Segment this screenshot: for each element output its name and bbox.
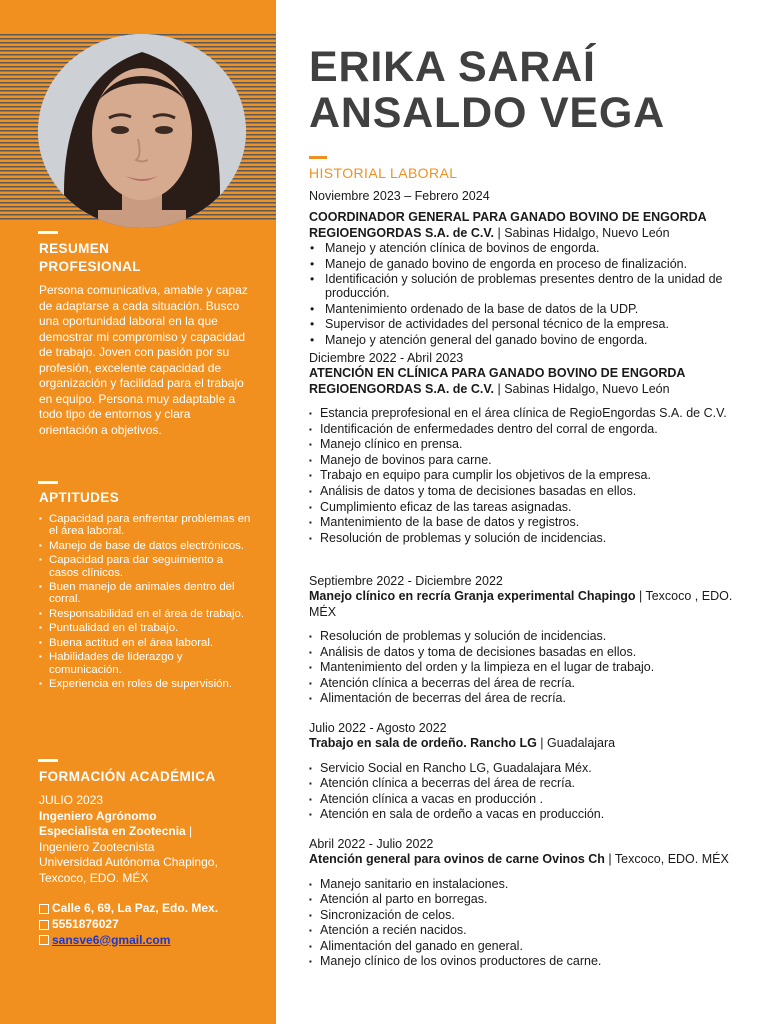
job-entry: [309, 188, 739, 349]
education-date: JULIO 2023: [39, 793, 104, 807]
job-title: COORDINADOR GENERAL PARA GANADO BOVINO DE ENGORDA: [309, 210, 707, 224]
duty-item: • Manejo de ganado bovino de engorda en proceso de finalización.: [309, 257, 739, 271]
education-degree-line2: Especialista en Zootecnia: [39, 824, 186, 839]
skill-item: ▪ Capacidad para dar seguimiento a casos clínicos.: [39, 554, 254, 579]
education-school: Universidad Autónoma Chapingo,: [39, 855, 218, 870]
job-date: Noviembre 2023 – Febrero 2024: [309, 189, 490, 203]
job-date: Diciembre 2022 - Abril 2023: [309, 351, 464, 365]
summary-dash: [38, 231, 58, 234]
job-entry: [309, 350, 739, 546]
job-company-line: [309, 382, 739, 398]
duty-item: ▪ Manejo de bovinos para carne.: [309, 453, 739, 467]
duty-item: ▪ Cumplimiento eficaz de las tareas asignadas.: [309, 500, 739, 514]
duty-item: ▪ Atención en sala de ordeño a vacas en producción.: [309, 807, 739, 821]
contact-email-link[interactable]: sansve6@gmail.com: [52, 932, 171, 947]
job-location: | Texcoco, EDO. MÉX: [604, 852, 729, 866]
job-title: Atención general para ovinos de carne Ovinos Ch: [309, 852, 605, 866]
duty-item: • Mantenimiento ordenado de la base de datos de la UDP.: [309, 302, 739, 316]
duty-item: • Manejo y atención clínica de bovinos de engorda.: [309, 241, 739, 255]
contact-block: [39, 901, 218, 948]
job-location: | Guadalajara: [536, 736, 616, 750]
skill-item: ▪ Habilidades de liderazgo y comunicación.: [39, 651, 254, 676]
skills-list: [39, 513, 254, 693]
job-location: | Sabinas Hidalgo, Nuevo León: [494, 225, 670, 240]
job-duties: [309, 877, 739, 969]
duty-item: ▪ Atención clínica a becerras del área de recría.: [309, 676, 739, 690]
contact-address: Calle 6, 69, La Paz, Edo. Mex.: [52, 901, 219, 915]
job-company: REGIOENGORDAS S.A. de C.V.: [309, 225, 494, 240]
job-duties: [309, 761, 739, 822]
skill-item: ▪ Experiencia en roles de supervisión.: [39, 678, 254, 690]
skills-dash: [38, 481, 58, 484]
profile-photo: [38, 34, 246, 228]
phone-icon: [39, 920, 49, 930]
skill-item: ▪ Responsabilidad en el área de trabajo.: [39, 608, 254, 620]
skill-item: ▪ Manejo de base de datos electrónicos.: [39, 540, 254, 552]
duty-item: • Supervisor de actividades del personal técnico de la empresa.: [309, 317, 739, 331]
job-date: Septiembre 2022 - Diciembre 2022: [309, 574, 503, 588]
duty-item: ▪ Alimentación de becerras del área de recría.: [309, 691, 739, 705]
contact-address-row: [39, 901, 218, 917]
address-icon: [39, 904, 49, 914]
skill-item: ▪ Capacidad para enfrentar problemas en el área laboral.: [39, 513, 254, 538]
duty-item: ▪ Sincronización de celos.: [309, 908, 739, 922]
name-line2: ANSALDO VEGA: [309, 89, 666, 137]
work-history-dash: [309, 156, 327, 159]
job-company-line: [309, 226, 739, 242]
education-entry: [39, 793, 254, 887]
job-title: ATENCIÓN EN CLÍNICA PARA GANADO BOVINO DE ENGORDA: [309, 366, 686, 380]
skill-item: ▪ Puntualidad en el trabajo.: [39, 622, 254, 634]
job-title-line: [309, 736, 739, 752]
duty-item: ▪ Resolución de problemas y solución de incidencias.: [309, 531, 739, 545]
skills-heading: APTITUDES: [39, 490, 120, 505]
skill-item: ▪ Buen manejo de animales dentro del corral.: [39, 581, 254, 606]
job-title: Trabajo en sala de ordeño. Rancho LG: [309, 736, 537, 750]
contact-phone-row: [39, 917, 218, 933]
duty-item: ▪ Servicio Social en Rancho LG, Guadalajara Méx.: [309, 761, 739, 775]
duty-item: ▪ Análisis de datos y toma de decisiones basadas en ellos.: [309, 484, 739, 498]
duty-item: ▪ Mantenimiento del orden y la limpieza en el lugar de trabajo.: [309, 660, 739, 674]
education-dash: [38, 759, 58, 762]
job-duties: [309, 629, 739, 705]
summary-text: Persona comunicativa, amable y capaz de adaptarse a cada situación. Busco una oportunidad laboral en la que demostrar mi compromiso y capacidad de trabajo. Joven con pasión por su profesión, excelente capacidad de organización y facilidad para el trabajo en equipo. Persona muy adaptable a todo tipo de entornos y clara orientación a objetivos.: [39, 283, 248, 437]
email-icon: [39, 935, 49, 945]
education-title: Ingeniero Zootecnista: [39, 839, 155, 854]
duty-item: ▪ Trabajo en equipo para cumplir los objetivos de la empresa.: [309, 468, 739, 482]
profile-photo-image: [38, 34, 246, 228]
duty-item: ▪ Análisis de datos y toma de decisiones basadas en ellos.: [309, 645, 739, 659]
duty-item: ▪ Atención al parto en borregas.: [309, 892, 739, 906]
education-location: Texcoco, EDO. MÉX: [39, 870, 149, 885]
duty-item: • Identificación y solución de problemas presentes dentro de la unidad de producción.: [309, 272, 739, 300]
duty-item: ▪ Atención clínica a vacas en producción .: [309, 792, 739, 806]
summary-heading-line1: RESUMEN: [39, 241, 110, 256]
job-title-line: [309, 852, 739, 868]
duty-item: ▪ Manejo clínico en prensa.: [309, 437, 739, 451]
job-duties: [309, 241, 739, 347]
duty-item: ▪ Manejo clínico de los ovinos productores de carne.: [309, 954, 739, 968]
job-entry: [309, 720, 739, 823]
job-location: | Sabinas Hidalgo, Nuevo León: [494, 381, 670, 396]
name-line1: ERIKA SARAÍ: [309, 43, 596, 91]
duty-item: ▪ Mantenimiento de la base de datos y registros.: [309, 515, 739, 529]
summary-heading: [39, 240, 141, 276]
education-degree-line1: Ingeniero Agrónomo: [39, 808, 157, 823]
job-date: Julio 2022 - Agosto 2022: [309, 721, 447, 735]
contact-email-row: [39, 933, 218, 949]
duty-item: ▪ Atención a recién nacidos.: [309, 923, 739, 937]
skill-item: ▪ Buena actitud en el área laboral.: [39, 637, 254, 649]
duty-item: ▪ Manejo sanitario en instalaciones.: [309, 877, 739, 891]
education-heading: FORMACIÓN ACADÉMICA: [39, 769, 216, 784]
duty-item: ▪ Resolución de problemas y solución de incidencias.: [309, 629, 739, 643]
job-title: Manejo clínico en recría Granja experimental Chapingo: [309, 589, 636, 603]
sidebar: [0, 0, 276, 1024]
job-entry: [309, 836, 739, 970]
candidate-name: [309, 44, 665, 136]
duty-item: • Manejo y atención general del ganado bovino de engorda.: [309, 333, 739, 347]
duty-item: ▪ Identificación de enfermedades dentro del corral de engorda.: [309, 422, 739, 436]
duty-item: ▪ Atención clínica a becerras del área de recría.: [309, 776, 739, 790]
contact-phone[interactable]: 5551876027: [52, 916, 119, 931]
summary-heading-line2: PROFESIONAL: [39, 259, 141, 274]
job-duties: [309, 406, 739, 545]
job-entry: [309, 573, 739, 707]
job-location: | Texcoco , EDO. MÉX: [309, 589, 733, 619]
job-company: REGIOENGORDAS S.A. de C.V.: [309, 381, 494, 396]
work-history-heading: HISTORIAL LABORAL: [309, 165, 458, 181]
job-title-line: [309, 589, 739, 620]
duty-item: ▪ Estancia preprofesional en el área clínica de RegioEngordas S.A. de C.V.: [309, 406, 739, 420]
job-date: Abril 2022 - Julio 2022: [309, 837, 434, 851]
duty-item: ▪ Alimentación del ganado en general.: [309, 939, 739, 953]
education-separator: |: [185, 824, 193, 839]
